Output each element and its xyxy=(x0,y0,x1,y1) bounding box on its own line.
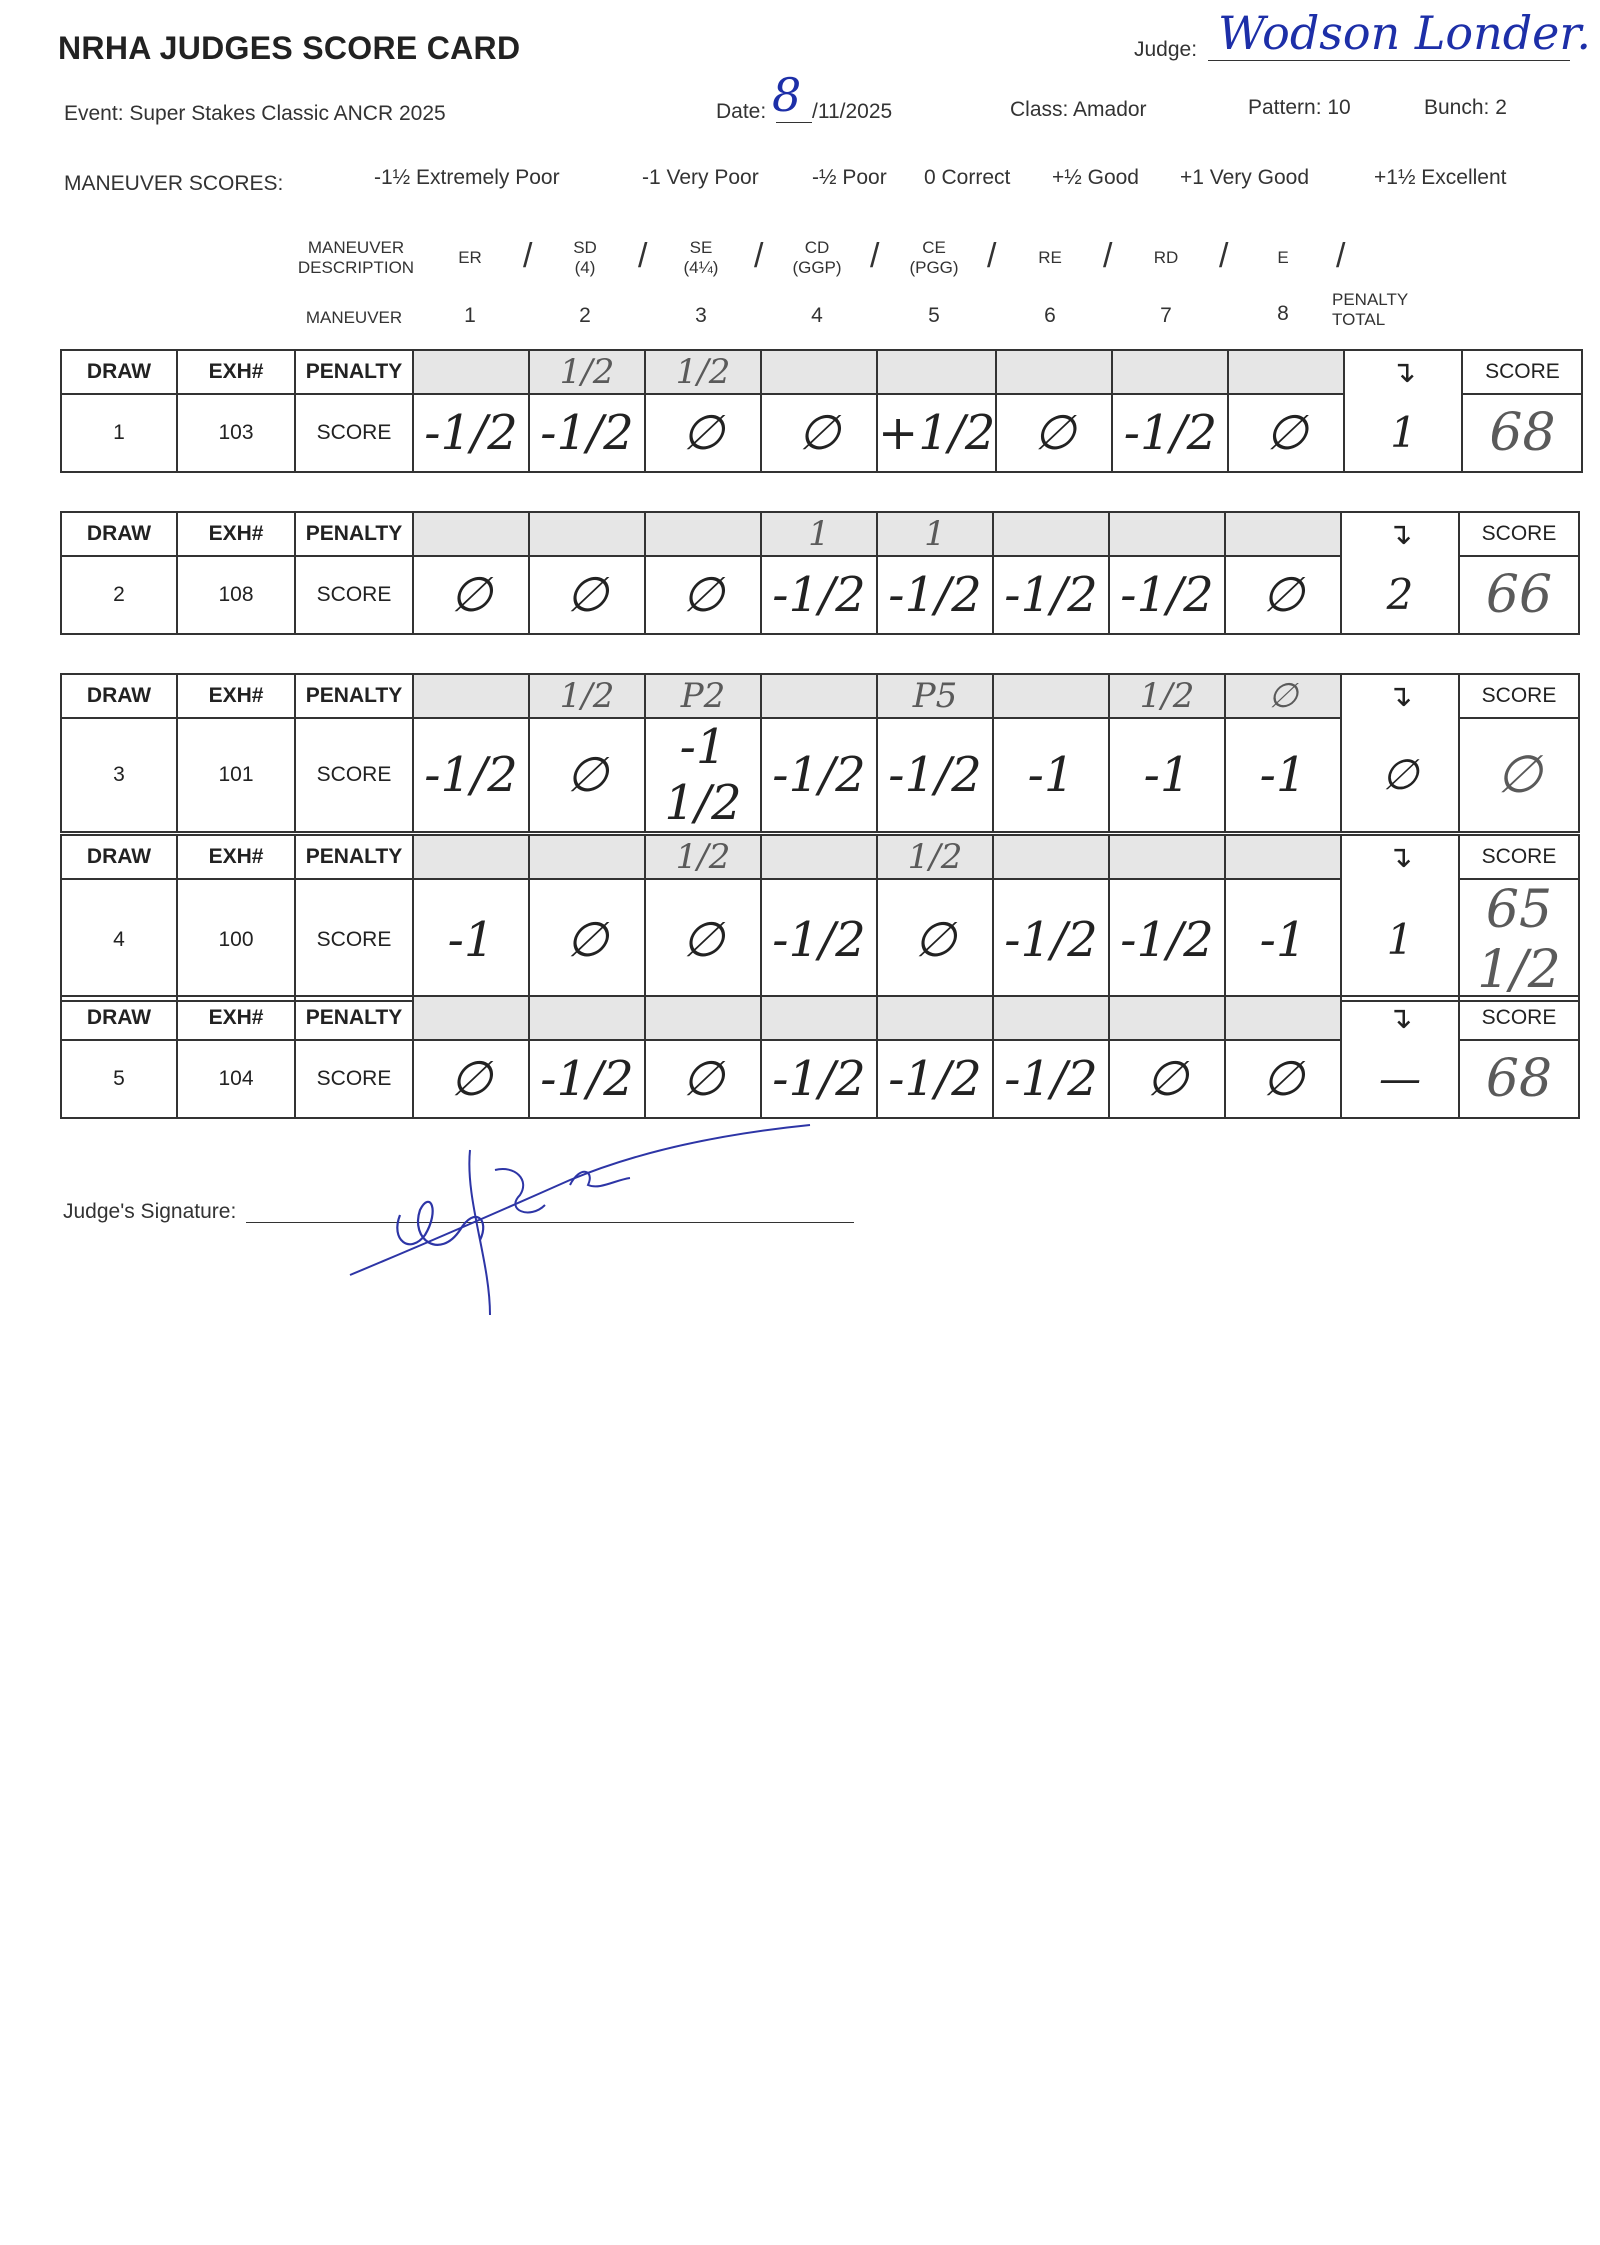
maneuver-code: SD xyxy=(573,238,597,257)
exhibitor-number: 108 xyxy=(177,556,295,634)
score-row-label: SCORE xyxy=(295,879,413,1001)
draw-header: DRAW xyxy=(61,996,177,1040)
penalty-cell[interactable] xyxy=(993,996,1109,1040)
maneuver-score-cell[interactable]: -1/2 xyxy=(877,1040,993,1118)
maneuver-score-cell[interactable]: -1/2 xyxy=(761,879,877,1001)
maneuver-score-cell[interactable]: -1/2 xyxy=(993,556,1109,634)
maneuver-score-cell[interactable]: -1 xyxy=(1225,879,1341,1001)
score-header: SCORE xyxy=(1459,512,1579,556)
maneuver-score-cell[interactable]: ∅ xyxy=(996,394,1112,472)
maneuver-code-sub: (4¼) xyxy=(683,258,719,277)
maneuver-score-cell[interactable]: -1/2 xyxy=(993,1040,1109,1118)
maneuver-score-cell[interactable]: -1/2 xyxy=(529,1040,645,1118)
penalty-cell[interactable] xyxy=(1225,835,1341,879)
penalty-header: PENALTY xyxy=(295,996,413,1040)
date-rest: /11/2025 xyxy=(812,100,893,123)
bunch-text: Bunch: 2 xyxy=(1424,96,1507,119)
penalty-arrow: ↴ xyxy=(1341,512,1459,556)
event-text: Event: Super Stakes Classic ANCR 2025 xyxy=(64,102,446,125)
draw-header: DRAW xyxy=(61,835,177,879)
maneuver-score-cell[interactable]: -1/2 xyxy=(877,718,993,832)
legend-item: +½ Good xyxy=(1052,166,1139,189)
maneuver-score-cell[interactable]: ∅ xyxy=(645,556,761,634)
penalty-cell[interactable] xyxy=(529,512,645,556)
maneuver-divider: / xyxy=(523,237,533,275)
exhibitor-number: 101 xyxy=(177,718,295,832)
maneuver-score-cell[interactable]: -1 1/2 xyxy=(645,718,761,832)
exh-header: EXH# xyxy=(177,835,295,879)
maneuver-code: RE xyxy=(1038,248,1062,267)
penalty-cell[interactable] xyxy=(761,350,877,394)
penalty-total-label: PENALTY TOTAL xyxy=(1332,290,1408,329)
penalty-cell[interactable] xyxy=(1112,350,1228,394)
maneuver-score-cell[interactable]: ∅ xyxy=(1109,1040,1225,1118)
maneuver-number: 2 xyxy=(579,304,591,327)
penalty-cell[interactable] xyxy=(413,996,529,1040)
maneuver-divider: / xyxy=(1336,237,1346,275)
penalty-header: PENALTY xyxy=(295,512,413,556)
penalty-cell[interactable] xyxy=(996,350,1112,394)
maneuver-number: 6 xyxy=(1044,304,1056,327)
final-score-cell[interactable]: 68 xyxy=(1459,1040,1579,1118)
penalty-total-cell[interactable]: 2 xyxy=(1341,556,1459,634)
draw-number: 4 xyxy=(61,879,177,1001)
maneuver-code: SE xyxy=(689,238,713,257)
final-score-cell[interactable]: 65 1/2 xyxy=(1459,879,1579,1001)
signature-label: Judge's Signature: xyxy=(63,1200,237,1223)
penalty-arrow: ↴ xyxy=(1344,350,1462,394)
maneuver-scores-label: MANEUVER SCORES: xyxy=(64,172,284,195)
final-score-cell[interactable]: 68 xyxy=(1462,394,1582,472)
maneuver-score-cell[interactable]: ∅ xyxy=(1225,556,1341,634)
penalty-cell[interactable]: 1/2 xyxy=(529,350,645,394)
maneuver-score-cell[interactable]: -1/2 xyxy=(1112,394,1228,472)
maneuver-divider: / xyxy=(870,237,880,275)
score-row-label: SCORE xyxy=(295,394,413,472)
legend-item: 0 Correct xyxy=(924,166,1011,189)
penalty-cell[interactable] xyxy=(1225,512,1341,556)
penalty-cell[interactable] xyxy=(877,996,993,1040)
maneuver-score-cell[interactable]: ∅ xyxy=(877,879,993,1001)
penalty-cell[interactable] xyxy=(529,996,645,1040)
penalty-header: PENALTY xyxy=(295,674,413,718)
exh-header: EXH# xyxy=(177,512,295,556)
exhibitor-number: 103 xyxy=(177,394,295,472)
maneuver-number: 1 xyxy=(464,304,476,327)
draw-number: 1 xyxy=(61,394,177,472)
legend-item: -1½ Extremely Poor xyxy=(374,166,560,189)
maneuver-score-cell[interactable]: ∅ xyxy=(1228,394,1344,472)
penalty-cell[interactable] xyxy=(761,835,877,879)
date-label: Date: xyxy=(716,100,767,123)
penalty-cell[interactable] xyxy=(645,996,761,1040)
legend-item: +1 Very Good xyxy=(1180,166,1310,189)
maneuver-code: CD xyxy=(804,238,830,257)
maneuver-score-cell[interactable]: -1/2 xyxy=(877,556,993,634)
final-score-cell[interactable]: ∅ xyxy=(1459,718,1579,832)
class-text: Class: Amador xyxy=(1010,98,1147,121)
maneuver-code: ER xyxy=(458,248,482,267)
penalty-cell[interactable] xyxy=(993,674,1109,718)
score-header: SCORE xyxy=(1459,835,1579,879)
penalty-cell[interactable] xyxy=(761,674,877,718)
maneuver-divider: / xyxy=(987,237,997,275)
maneuver-score-cell[interactable]: ∅ xyxy=(645,1040,761,1118)
penalty-cell[interactable]: 1 xyxy=(761,512,877,556)
maneuver-score-cell[interactable]: -1 xyxy=(413,879,529,1001)
maneuver-score-cell[interactable]: -1/2 xyxy=(761,718,877,832)
penalty-cell[interactable] xyxy=(529,835,645,879)
maneuver-code: RD xyxy=(1153,248,1179,267)
maneuver-number: 8 xyxy=(1277,302,1289,325)
penalty-header: PENALTY xyxy=(295,350,413,394)
draw-table xyxy=(60,511,1580,635)
maneuver-divider: / xyxy=(1103,237,1113,275)
penalty-cell[interactable] xyxy=(413,512,529,556)
judge-name: Wodson Londer. xyxy=(1218,6,1591,60)
draw-number: 5 xyxy=(61,1040,177,1118)
maneuver-score-cell[interactable]: +1/2 xyxy=(877,394,996,472)
score-row-label: SCORE xyxy=(295,718,413,832)
judge-signature xyxy=(330,1110,830,1330)
maneuver-score-cell[interactable]: -1/2 xyxy=(761,556,877,634)
penalty-cell[interactable]: 1/2 xyxy=(1109,674,1225,718)
maneuver-divider: / xyxy=(638,237,648,275)
maneuver-score-cell[interactable]: ∅ xyxy=(529,556,645,634)
draw-header: DRAW xyxy=(61,512,177,556)
maneuver-score-cell[interactable]: -1 xyxy=(1109,718,1225,832)
maneuver-description-label: MANEUVER DESCRIPTION xyxy=(297,238,415,277)
score-header: SCORE xyxy=(1459,996,1579,1040)
penalty-cell[interactable]: 1 xyxy=(877,512,993,556)
penalty-total-cell[interactable]: — xyxy=(1341,1040,1459,1118)
penalty-cell[interactable] xyxy=(413,350,529,394)
maneuver-score-cell[interactable]: -1/2 xyxy=(993,879,1109,1001)
pattern-text: Pattern: 10 xyxy=(1248,96,1351,119)
draw-header: DRAW xyxy=(61,350,177,394)
score-header: SCORE xyxy=(1459,674,1579,718)
maneuver-score-cell[interactable]: ∅ xyxy=(645,879,761,1001)
penalty-cell[interactable] xyxy=(761,996,877,1040)
penalty-cell[interactable] xyxy=(413,674,529,718)
legend-item: -½ Poor xyxy=(812,166,887,189)
maneuver-score-cell[interactable]: -1 xyxy=(993,718,1109,832)
penalty-cell[interactable]: P2 xyxy=(645,674,761,718)
draw-table xyxy=(60,995,1580,1119)
penalty-cell[interactable]: 1/2 xyxy=(877,835,993,879)
exh-header: EXH# xyxy=(177,996,295,1040)
draw-table xyxy=(60,673,1580,833)
maneuver-score-cell[interactable]: -1/2 xyxy=(413,394,529,472)
penalty-cell[interactable]: 1/2 xyxy=(529,674,645,718)
maneuver-code: E xyxy=(1277,248,1289,267)
maneuver-score-cell[interactable]: ∅ xyxy=(645,394,761,472)
maneuver-score-cell[interactable]: -1/2 xyxy=(761,1040,877,1118)
penalty-cell[interactable] xyxy=(1109,512,1225,556)
penalty-cell[interactable] xyxy=(993,512,1109,556)
penalty-cell[interactable]: P5 xyxy=(877,674,993,718)
penalty-cell[interactable] xyxy=(1109,996,1225,1040)
penalty-cell[interactable] xyxy=(993,835,1109,879)
maneuver-score-cell[interactable]: -1/2 xyxy=(1109,879,1225,1001)
score-header: SCORE xyxy=(1462,350,1582,394)
maneuver-score-cell[interactable]: -1 xyxy=(1225,718,1341,832)
draw-number: 2 xyxy=(61,556,177,634)
maneuver-score-cell[interactable]: -1/2 xyxy=(413,718,529,832)
maneuver-code-sub: (4) xyxy=(574,258,596,277)
penalty-cell[interactable]: ∅ xyxy=(1225,674,1341,718)
judge-line xyxy=(1208,60,1570,61)
maneuver-number: 4 xyxy=(811,304,823,327)
maneuver-score-cell[interactable]: -1/2 xyxy=(1109,556,1225,634)
maneuver-score-cell[interactable]: ∅ xyxy=(413,556,529,634)
card-title: NRHA JUDGES SCORE CARD xyxy=(58,30,521,66)
maneuver-code-sub: (GGP) xyxy=(792,258,842,277)
score-row-label: SCORE xyxy=(295,556,413,634)
penalty-arrow: ↴ xyxy=(1341,674,1459,718)
exhibitor-number: 100 xyxy=(177,879,295,1001)
maneuver-number: 3 xyxy=(695,304,707,327)
exhibitor-number: 104 xyxy=(177,1040,295,1118)
penalty-cell[interactable] xyxy=(413,835,529,879)
legend-item: -1 Very Poor xyxy=(642,166,759,189)
date-day: 8 xyxy=(772,68,802,122)
penalty-arrow: ↴ xyxy=(1341,996,1459,1040)
maneuver-number-label: MANEUVER xyxy=(305,308,403,327)
maneuver-score-cell[interactable]: ∅ xyxy=(413,1040,529,1118)
legend-item: +1½ Excellent xyxy=(1374,166,1507,189)
exh-header: EXH# xyxy=(177,350,295,394)
penalty-cell[interactable] xyxy=(1109,835,1225,879)
penalty-cell[interactable] xyxy=(1225,996,1341,1040)
penalty-header: PENALTY xyxy=(295,835,413,879)
draw-table xyxy=(60,834,1580,1002)
penalty-total-cell[interactable]: ∅ xyxy=(1341,718,1459,832)
judge-label: Judge: xyxy=(1134,38,1198,61)
maneuver-divider: / xyxy=(1219,237,1229,275)
maneuver-divider: / xyxy=(754,237,764,275)
penalty-cell[interactable] xyxy=(1228,350,1344,394)
draw-number: 3 xyxy=(61,718,177,832)
penalty-cell[interactable]: 1/2 xyxy=(645,350,761,394)
maneuver-score-cell[interactable]: ∅ xyxy=(529,879,645,1001)
penalty-cell[interactable] xyxy=(645,512,761,556)
score-row-label: SCORE xyxy=(295,1040,413,1118)
draw-header: DRAW xyxy=(61,674,177,718)
final-score-cell[interactable]: 66 xyxy=(1459,556,1579,634)
penalty-total-cell[interactable]: 1 xyxy=(1341,879,1459,1001)
maneuver-number: 5 xyxy=(928,304,940,327)
maneuver-score-cell[interactable]: ∅ xyxy=(761,394,877,472)
maneuver-number: 7 xyxy=(1160,304,1172,327)
maneuver-code: CE xyxy=(922,238,946,257)
penalty-cell[interactable]: 1/2 xyxy=(645,835,761,879)
date-day-line xyxy=(776,122,812,123)
maneuver-score-cell[interactable]: ∅ xyxy=(529,718,645,832)
penalty-cell[interactable] xyxy=(877,350,996,394)
penalty-arrow: ↴ xyxy=(1341,835,1459,879)
draw-table xyxy=(60,349,1583,473)
maneuver-code-sub: (PGG) xyxy=(909,258,959,277)
maneuver-score-cell[interactable]: -1/2 xyxy=(529,394,645,472)
penalty-total-cell[interactable]: 1 xyxy=(1344,394,1462,472)
exh-header: EXH# xyxy=(177,674,295,718)
maneuver-score-cell[interactable]: ∅ xyxy=(1225,1040,1341,1118)
